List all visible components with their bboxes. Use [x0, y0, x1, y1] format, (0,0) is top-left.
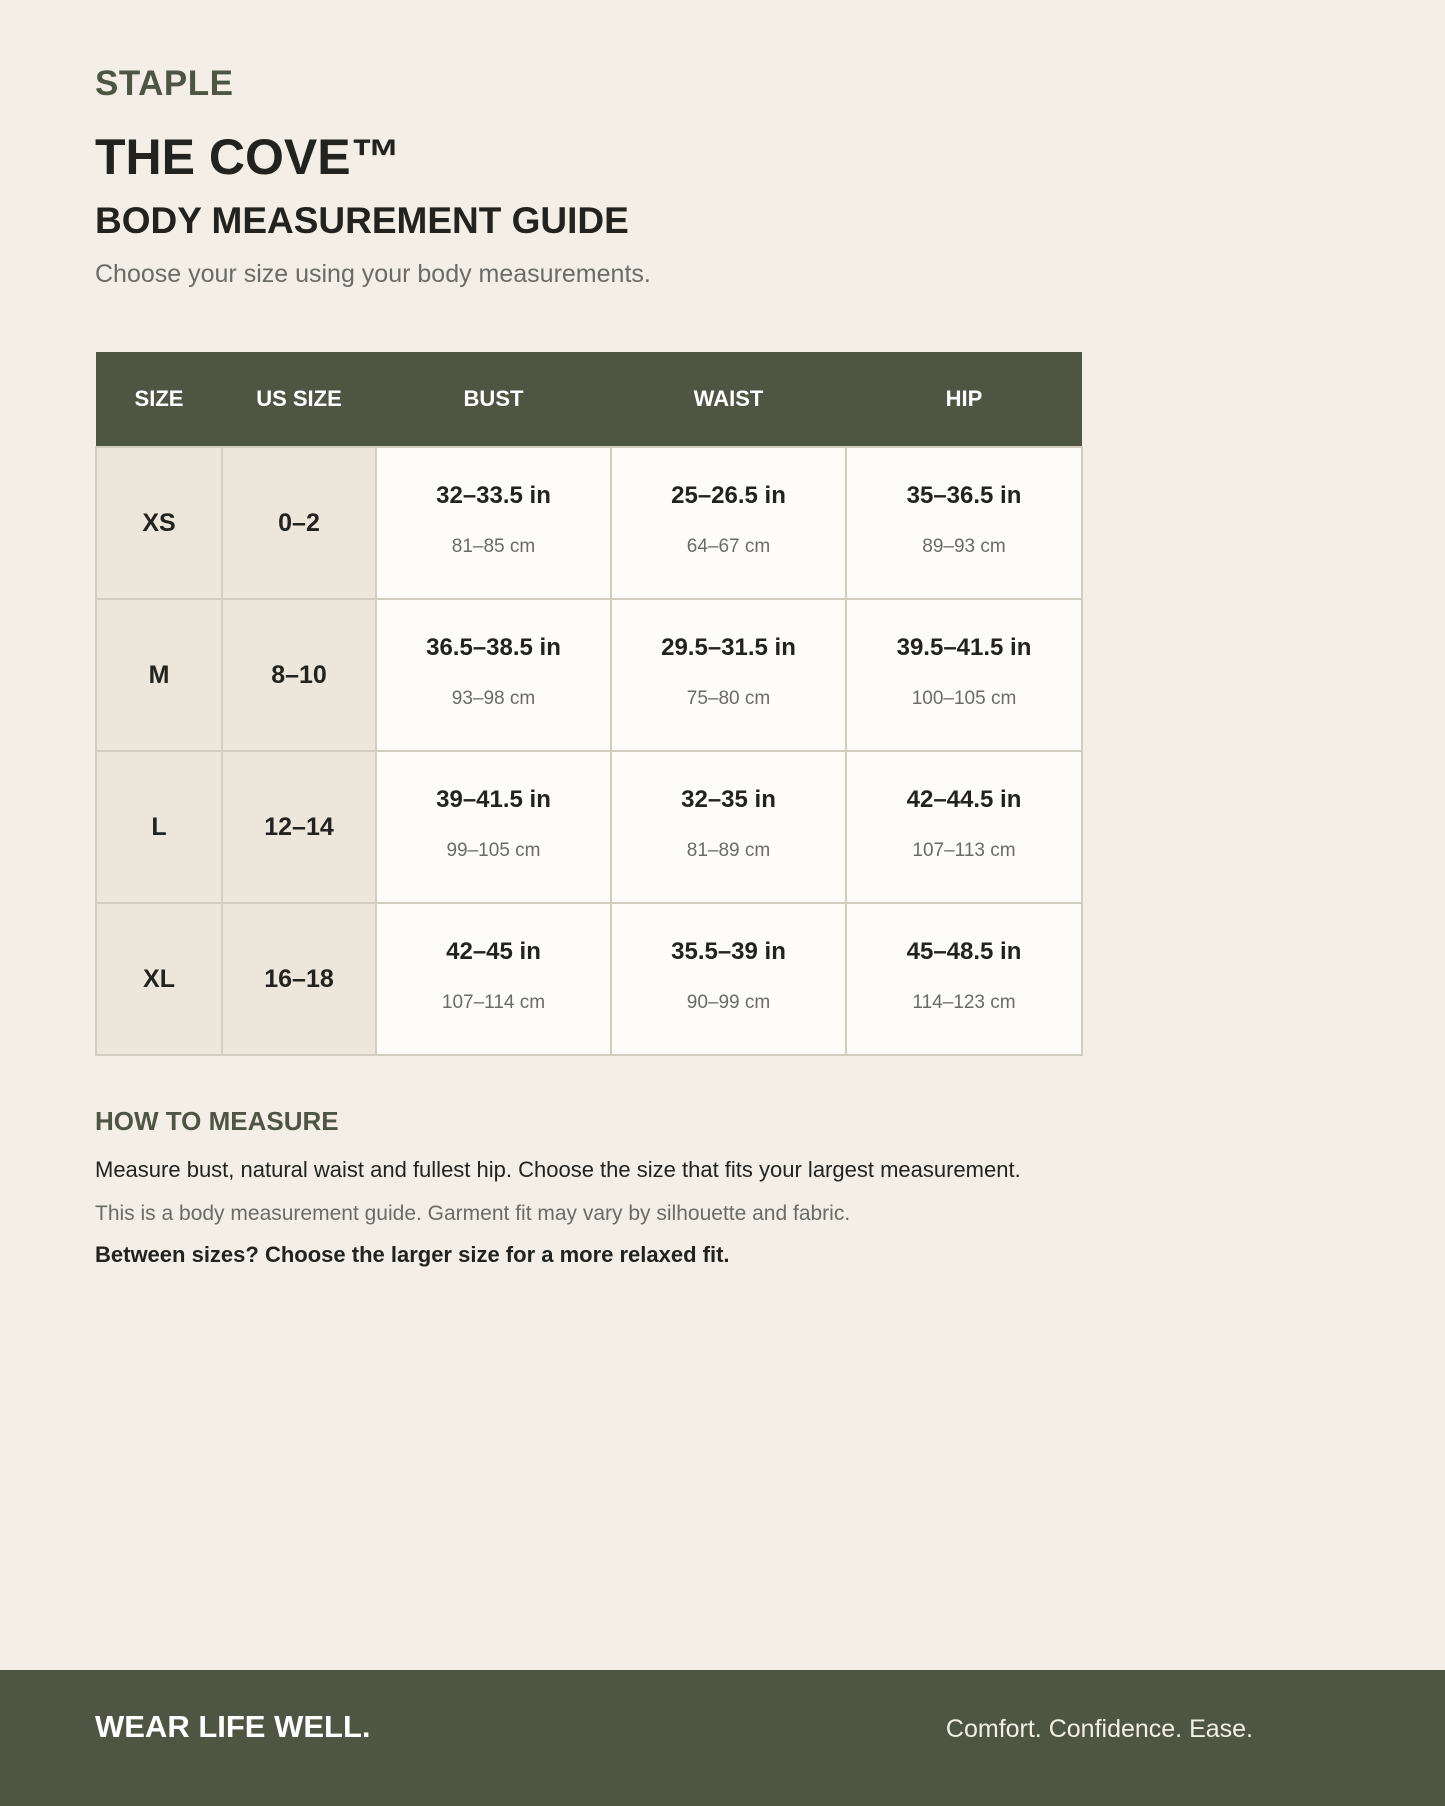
- table-row: [96, 447, 1082, 599]
- table-row: [96, 599, 1082, 751]
- waist-inches: 25–26.5 in: [671, 482, 786, 509]
- header-waist: WAIST: [611, 352, 846, 447]
- bust-cm: 99–105 cm: [446, 840, 541, 861]
- waist-cell: [611, 447, 846, 599]
- between-sizes-tip: Between sizes? Choose the larger size for a more relaxed fit.: [95, 1242, 730, 1267]
- header-size: SIZE: [96, 352, 222, 447]
- us-size-cell: 12–14: [222, 751, 376, 903]
- hip-cell: [846, 599, 1082, 751]
- bust-cell: [376, 447, 611, 599]
- waist-inches: 35.5–39 in: [671, 938, 786, 965]
- bust-inches: 32–33.5 in: [436, 482, 551, 509]
- bust-cm: 81–85 cm: [451, 536, 536, 557]
- guide-title: BODY MEASUREMENT GUIDE: [95, 200, 629, 241]
- bust-inches: 42–45 in: [446, 938, 541, 965]
- us-size-cell: 8–10: [222, 599, 376, 751]
- waist-cm: 75–80 cm: [686, 688, 771, 709]
- footer-tagline: WEAR LIFE WELL.: [95, 1709, 371, 1744]
- footer-subline: Comfort. Confidence. Ease.: [945, 1715, 1253, 1743]
- bust-cm: 93–98 cm: [451, 688, 536, 709]
- bust-inches: 36.5–38.5 in: [426, 634, 561, 661]
- waist-cell: [611, 599, 846, 751]
- hip-inches: 39.5–41.5 in: [896, 634, 1032, 661]
- header-us-size: US SIZE: [222, 352, 376, 447]
- header-bust: BUST: [376, 352, 611, 447]
- intro-text: Choose your size using your body measurements.: [95, 260, 651, 288]
- waist-cm: 64–67 cm: [686, 536, 771, 557]
- how-to-instructions: Measure bust, natural waist and fullest hip. Choose the size that fits your largest measurement.: [95, 1157, 1021, 1182]
- hip-cm: 114–123 cm: [912, 992, 1016, 1013]
- product-title: THE COVE™: [95, 129, 401, 185]
- table-row: [96, 903, 1082, 1055]
- header-hip: HIP: [846, 352, 1082, 447]
- hip-inches: 45–48.5 in: [906, 938, 1022, 965]
- size-table: [95, 352, 1083, 1056]
- bust-cell: [376, 903, 611, 1055]
- waist-inches: 29.5–31.5 in: [661, 634, 796, 661]
- bust-cell: [376, 599, 611, 751]
- hip-cm: 89–93 cm: [922, 536, 1006, 557]
- bust-inches: 39–41.5 in: [436, 786, 551, 813]
- bust-cell: [376, 751, 611, 903]
- hip-cm: 107–113 cm: [912, 840, 1016, 861]
- size-cell: XL: [96, 903, 222, 1055]
- us-size-cell: 0–2: [222, 447, 376, 599]
- table-row: [96, 751, 1082, 903]
- brand-name: STAPLE: [95, 64, 234, 103]
- waist-inches: 32–35 in: [681, 786, 776, 813]
- fit-disclaimer: This is a body measurement guide. Garment fit may vary by silhouette and fabric.: [95, 1202, 851, 1225]
- footer-banner: [0, 1670, 1445, 1806]
- hip-cell: [846, 751, 1082, 903]
- table-header-row: [96, 352, 1082, 447]
- hip-inches: 35–36.5 in: [906, 482, 1022, 509]
- hip-cm: 100–105 cm: [911, 688, 1017, 709]
- bust-cm: 107–114 cm: [441, 992, 546, 1013]
- hip-cell: [846, 447, 1082, 599]
- waist-cell: [611, 903, 846, 1055]
- waist-cell: [611, 751, 846, 903]
- size-cell: M: [96, 599, 222, 751]
- size-cell: XS: [96, 447, 222, 599]
- waist-cm: 90–99 cm: [686, 992, 771, 1013]
- hip-inches: 42–44.5 in: [906, 786, 1022, 813]
- hip-cell: [846, 903, 1082, 1055]
- size-cell: L: [96, 751, 222, 903]
- how-to-measure-heading: HOW TO MEASURE: [95, 1106, 339, 1136]
- us-size-cell: 16–18: [222, 903, 376, 1055]
- waist-cm: 81–89 cm: [686, 840, 771, 861]
